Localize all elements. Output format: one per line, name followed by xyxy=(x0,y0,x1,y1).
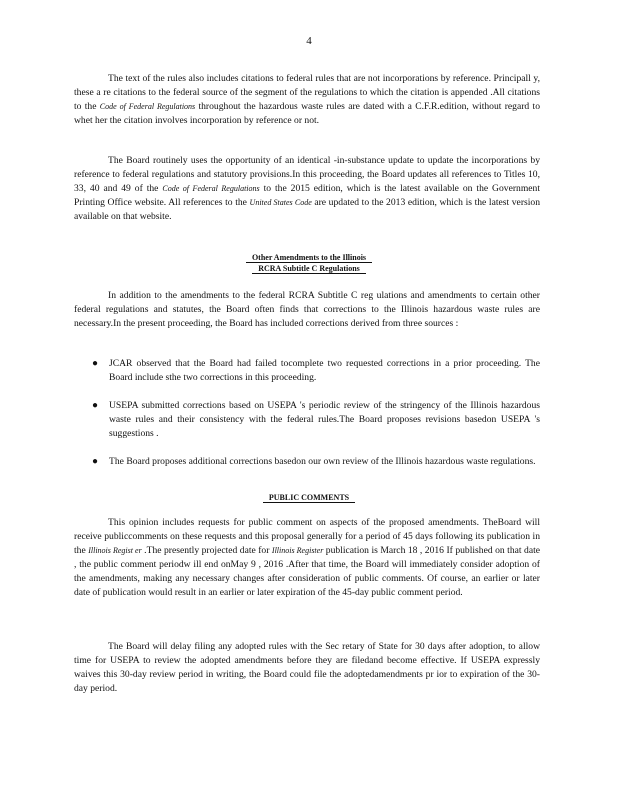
italic-citation: Code of Federal Regulations xyxy=(162,184,260,193)
italic-citation: Code of Federal Regulations xyxy=(99,102,196,111)
bullet-icon: ● xyxy=(92,358,99,369)
heading-line: Other Amendments to the Illinois xyxy=(246,253,372,263)
bullet-icon: ● xyxy=(92,400,99,411)
paragraph-filing-delay xyxy=(74,640,540,696)
paragraph-text: The Board will delay filing any adopted rules with the Sec retary of State for 30 days after adoption, to allow time for USEPA to review the adopted amendments before they are filedand become effective. If USEPA expressly waives this 30-day review period in writing, the Board could file the adoptedamendments pr ior to expiration of the 30-day period. xyxy=(74,641,540,694)
italic-citation: Illinois Register xyxy=(271,546,324,555)
list-item-text: The Board proposes additional corrections basedon our own review of the Illinois hazardous waste regulations. xyxy=(109,456,536,467)
italic-citation: Illinois Regist er xyxy=(88,546,142,555)
corrections-source-list xyxy=(92,357,540,483)
paragraph-corrections-intro xyxy=(74,289,540,331)
paragraph-text: The Board routinely uses the opportunity of an identical -in-substance update to update the incorporations by reference to federal regulations and statutory provisions.In this proceeding, the Board updates all references to Titles 10, 33, 40 and 49 of the xyxy=(74,155,540,194)
list-item xyxy=(92,399,540,441)
paragraph-text: throughout the hazardous waste rules are dated with a C.F.R.edition, without regard to whet her the citation involves incorporation by reference or not. xyxy=(74,101,540,126)
heading-line: RCRA Subtitle C Regulations xyxy=(252,264,366,274)
paragraph-text: This opinion includes requests for public comment on aspects of the proposed amendments. TheBoard will receive publiccomments on these requests and this proposal generally for a period of 45 days following its publication in the xyxy=(74,517,540,556)
paragraph-text: are updated to the 2013 edition, which is the latest version available on that website. xyxy=(74,197,541,222)
paragraph-text: In addition to the amendments to the federal RCRA Subtitle C reg ulations and amendments to certain other federal regulations and statutes, the Board often finds that corrections to the Illinois hazardous waste rules are necessary.In the present proceeding, the Board has included corrections derived from three sources : xyxy=(74,290,540,329)
page-number: 4 xyxy=(306,35,312,47)
italic-citation: United States Code xyxy=(249,198,312,207)
paragraph-public-comments xyxy=(74,516,540,600)
bullet-icon: ● xyxy=(92,456,99,467)
paragraph-text: .The presently projected date for xyxy=(141,545,272,556)
paragraph-text: to the 2015 edition, which is the latest available on the Government Printing Office website. All references to the xyxy=(74,183,541,208)
section-heading-public-comments xyxy=(0,492,618,503)
paragraph-text: The text of the rules also includes citations to federal rules that are not incorporations by reference. Principall y, these a re citations to the federal source of the segment of the regulations to which the citation is appended .All citations to the xyxy=(74,73,540,112)
list-item-text: JCAR observed that the Board had failed tocomplete two requested corrections in a prior proceeding. The Board include sthe two corrections in this proceeding. xyxy=(109,358,540,383)
paragraph-incorporations-update xyxy=(74,154,540,224)
list-item-text: USEPA submitted corrections based on USEPA 's periodic review of the stringency of the Illinois hazardous waste rules and their consistency with the federal rules.The Board proposes revisions basedon USEPA 's suggestions . xyxy=(109,400,540,439)
paragraph-text: publication is March 18 , 2016 If published on that date , the public comment periodw ill end onMay 9 , 2016 .After that time, the Board will immediately consider adoption of the amendments, making any necessary changes after consideration of public comments. Of course, an earlier or later date of publication would result in an earlier or later expiration of the 45-day public comment period. xyxy=(74,545,541,598)
list-item xyxy=(92,357,540,385)
heading-line: PUBLIC COMMENTS xyxy=(263,493,355,503)
section-heading-other-amendments xyxy=(0,252,618,274)
list-item xyxy=(92,455,540,469)
paragraph-citations xyxy=(74,72,540,128)
